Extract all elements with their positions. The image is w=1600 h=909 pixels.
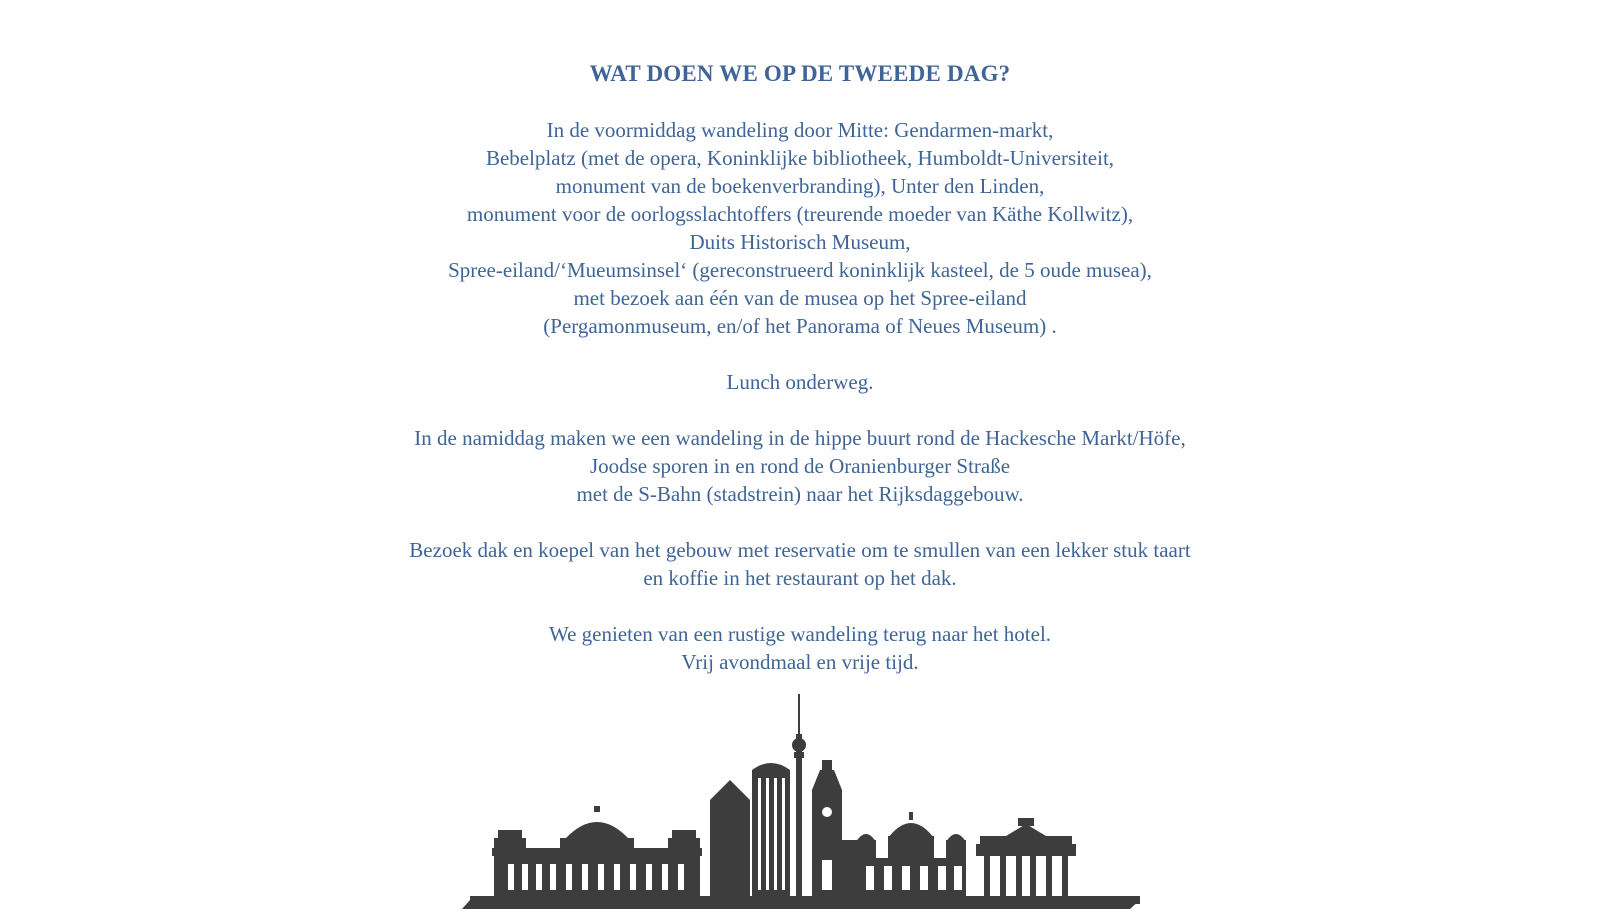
text-line: Bezoek dak en koepel van het gebouw met reservatie om te smullen van een lekker stuk taart [409,538,1191,562]
text-line: en koffie in het restaurant op het dak. [643,566,957,590]
text-line: met de S-Bahn (stadstrein) naar het Rijksdaggebouw. [576,482,1024,506]
text-line: Duits Historisch Museum, [689,230,911,254]
text-line: Joodse sporen in en rond de Oranienburger Straße [589,454,1011,478]
text-line: monument van de boekenverbranding), Unter den Linden, [555,174,1045,198]
page-title: WAT DOEN WE OP DE TWEEDE DAG? [589,61,1011,86]
text-line: In de voormiddag wandeling door Mitte: Gendarmen-markt, [546,118,1054,142]
text-line: Bebelplatz (met de opera, Koninklijke bibliotheek, Humboldt-Universiteit, [485,146,1115,170]
text-line: We genieten van een rustige wandeling terug naar het hotel. [548,622,1052,646]
text-line: (Pergamonmuseum, en/of het Panorama of Neues Museum) . [543,314,1057,338]
text-line: Vrij avondmaal en vrije tijd. [681,650,919,674]
text-line: monument voor de oorlogsslachtoffers (treurende moeder van Käthe Kollwitz), [466,202,1134,226]
text-line: Spree-eiland/‘Mueumsinsel‘ (gereconstrueerd koninklijk kasteel, de 5 oude musea), [448,258,1152,282]
text-line: Lunch onderweg. [726,370,874,394]
text-line: met bezoek aan één van de musea op het Spree-eiland [573,286,1027,310]
text-line: In de namiddag maken we een wandeling in de hippe buurt rond de Hackesche Markt/Höfe, [414,426,1186,450]
